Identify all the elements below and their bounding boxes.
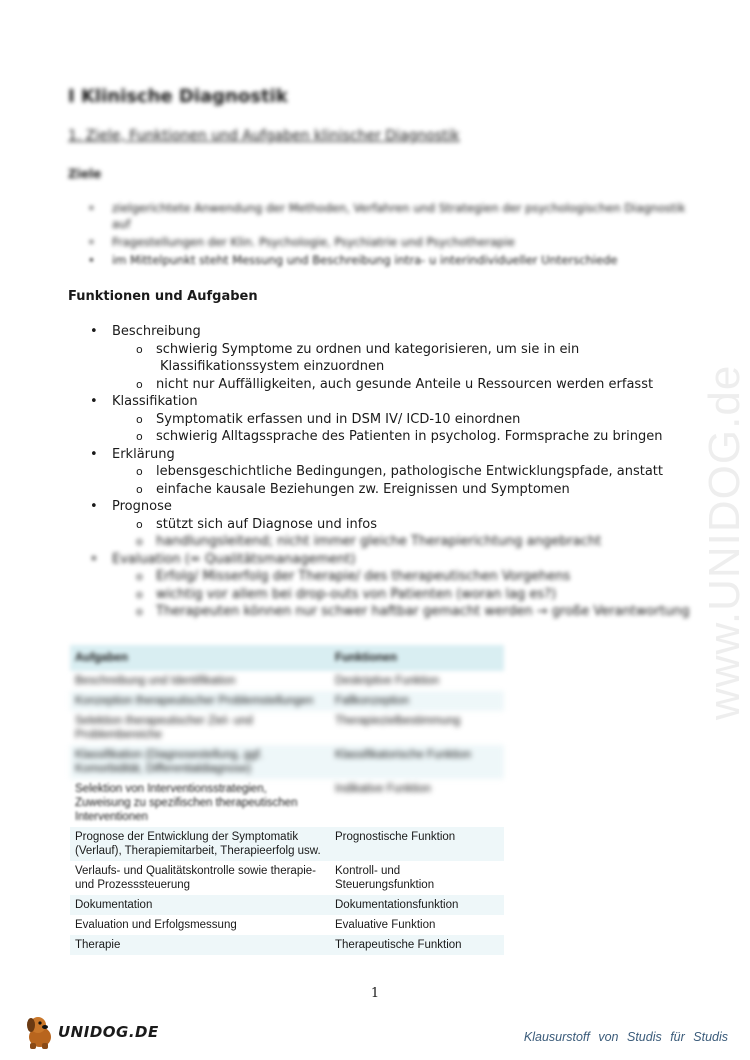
table-cell: Dokumentationsfunktion [330,895,504,915]
outline-subitem: o handlungsleitend; nicht immer gleiche Therapierichtung angebracht [136,534,602,549]
ziele-item: • im Mittelpunkt steht Messung und Beschreibung intra- u interindividueller Unterschiede [88,252,688,268]
table-cell: Indikative Funktion [335,783,431,795]
circle-bullet-icon: o [136,587,143,601]
page-heading: I Klinische Diagnostik [68,86,288,107]
dog-icon [22,1013,58,1051]
table-header-row [70,645,504,671]
table-row [70,691,504,711]
circle-bullet-icon: o [136,482,143,496]
table-cell: Deskriptive Funktion [335,675,440,687]
aufgaben-funktionen-table [70,645,504,955]
outline-item: • Erklärung [90,446,175,462]
funktionen-outline [90,323,730,621]
bullet-icon: • [90,499,98,514]
outline-subitem-continued: Klassifikationssystem einzuordnen [160,359,385,374]
ziele-list [88,200,688,270]
footer-slogan: Klausurstoff von Studis für Studis [523,1030,728,1044]
outline-subitem: o schwierig Symptome zu ordnen und kategorisieren, um sie in ein [136,341,580,357]
table-header-cell: Aufgaben [70,645,330,671]
table-cell: Selektion therapeutischer Ziel- und Problembereiche [75,715,253,741]
circle-bullet-icon: o [136,377,143,391]
table-header-cell: Funktionen [330,645,504,671]
bullet-icon: • [90,446,98,462]
outline-subitem: o Therapeuten können nur schwer haftbar gemacht werden → große Verantwortung [136,604,690,619]
table-cell: Beschreibung und Identifikation [75,675,236,687]
bullet-icon: • [90,394,98,409]
ziele-title: Ziele [68,167,102,181]
table-cell: Therapiezielbestimmung [335,715,461,727]
table-cell: Prognose der Entwicklung der Symptomatik (Verlauf), Therapiemitarbeit, Therapieerfolg usw. [70,827,330,861]
table-row [70,745,504,779]
table-cell: Kontroll- und Steuerungsfunktion [335,865,435,891]
table-row [70,779,504,827]
unidog-logo[interactable] [22,1013,162,1053]
table-cell: Fallkonzeption [330,691,504,711]
table-cell: Konzeption therapeutischer Problemstellungen [70,691,330,711]
outline-subitem: o Symptomatik erfassen und in DSM IV/ ICD-10 einordnen [136,411,521,427]
table-row [70,671,504,691]
table-row [70,895,504,915]
table-cell: Klassifikation (Diagnosestellung, ggf. Komorbidität, Differentialdiagnose) [70,745,330,779]
circle-bullet-icon: o [136,605,143,618]
table-cell: Prognostische Funktion [330,827,504,861]
circle-bullet-icon: o [136,430,143,443]
table-cell: Therapeutische Funktion [330,935,504,955]
table-cell: Therapie [70,935,330,955]
circle-bullet-icon: o [136,465,143,478]
outline-subitem: o nicht nur Auffälligkeiten, auch gesunde Anteile u Ressourcen werden erfasst [136,376,654,392]
circle-bullet-icon: o [136,342,143,356]
table-row [70,935,504,955]
bullet-icon: • [90,551,98,567]
table-row [70,915,504,935]
table-row [70,861,504,895]
funktionen-title: Funktionen und Aufgaben [68,289,258,304]
bullet-icon: • [90,324,98,339]
page-number: 1 [370,986,380,1001]
outline-subitem: o lebensgeschichtliche Bedingungen, pathologische Entwicklungspfade, anstatt [136,464,663,479]
section-subheading: 1. Ziele, Funktionen und Aufgaben klinischer Diagnostik [68,128,460,144]
circle-bullet-icon: o [136,570,143,583]
table-cell: Evaluation und Erfolgsmessung [75,919,237,931]
table-cell: Dokumentation [70,895,330,915]
circle-bullet-icon: o [136,412,143,426]
ziele-item: • Fragestellungen der Klin. Psychologie, Psychiatrie und Psychotherapie [88,234,688,250]
outline-subitem: o schwierig Alltagssprache des Patienten in psycholog. Formsprache zu bringen [136,429,663,444]
watermark: www.UNIDOG.de [700,364,749,720]
outline-subitem: o Erfolg/ Misserfolg der Therapie/ des therapeutischen Vorgehens [136,569,571,584]
table-row [70,827,504,861]
outline-item: • Klassifikation [90,394,198,409]
table-cell: Evaluative Funktion [335,919,436,931]
circle-bullet-icon: o [136,517,143,531]
outline-subitem: o stützt sich auf Diagnose und infos [136,516,378,532]
table-cell: Verlaufs- und Qualitätskontrolle sowie therapie- und Prozesssteuerung [75,865,316,891]
outline-item: • Beschreibung [90,324,201,339]
outline-subitem: o wichtig vor allem bei drop-outs von Patienten (woran lag es?) [136,586,557,602]
table-cell: Klassifikatorische Funktion [330,745,504,779]
outline-subitem: o einfache kausale Beziehungen zw. Ereignissen und Symptomen [136,481,570,497]
table-row [70,711,504,745]
circle-bullet-icon: o [136,535,143,548]
table-cell: Selektion von Interventionsstrategien, Zuweisung zu spezifischen therapeutischen Interventionen [75,783,298,823]
outline-item: • Evaluation (= Qualitätsmanagement) [90,551,356,567]
ziele-item: • zielgerichtete Anwendung der Methoden, Verfahren und Strategien der psychologischen Diagnostik auf [88,200,688,232]
logo-text: UNIDOG.DE [58,1023,159,1041]
outline-item: • Prognose [90,499,172,514]
